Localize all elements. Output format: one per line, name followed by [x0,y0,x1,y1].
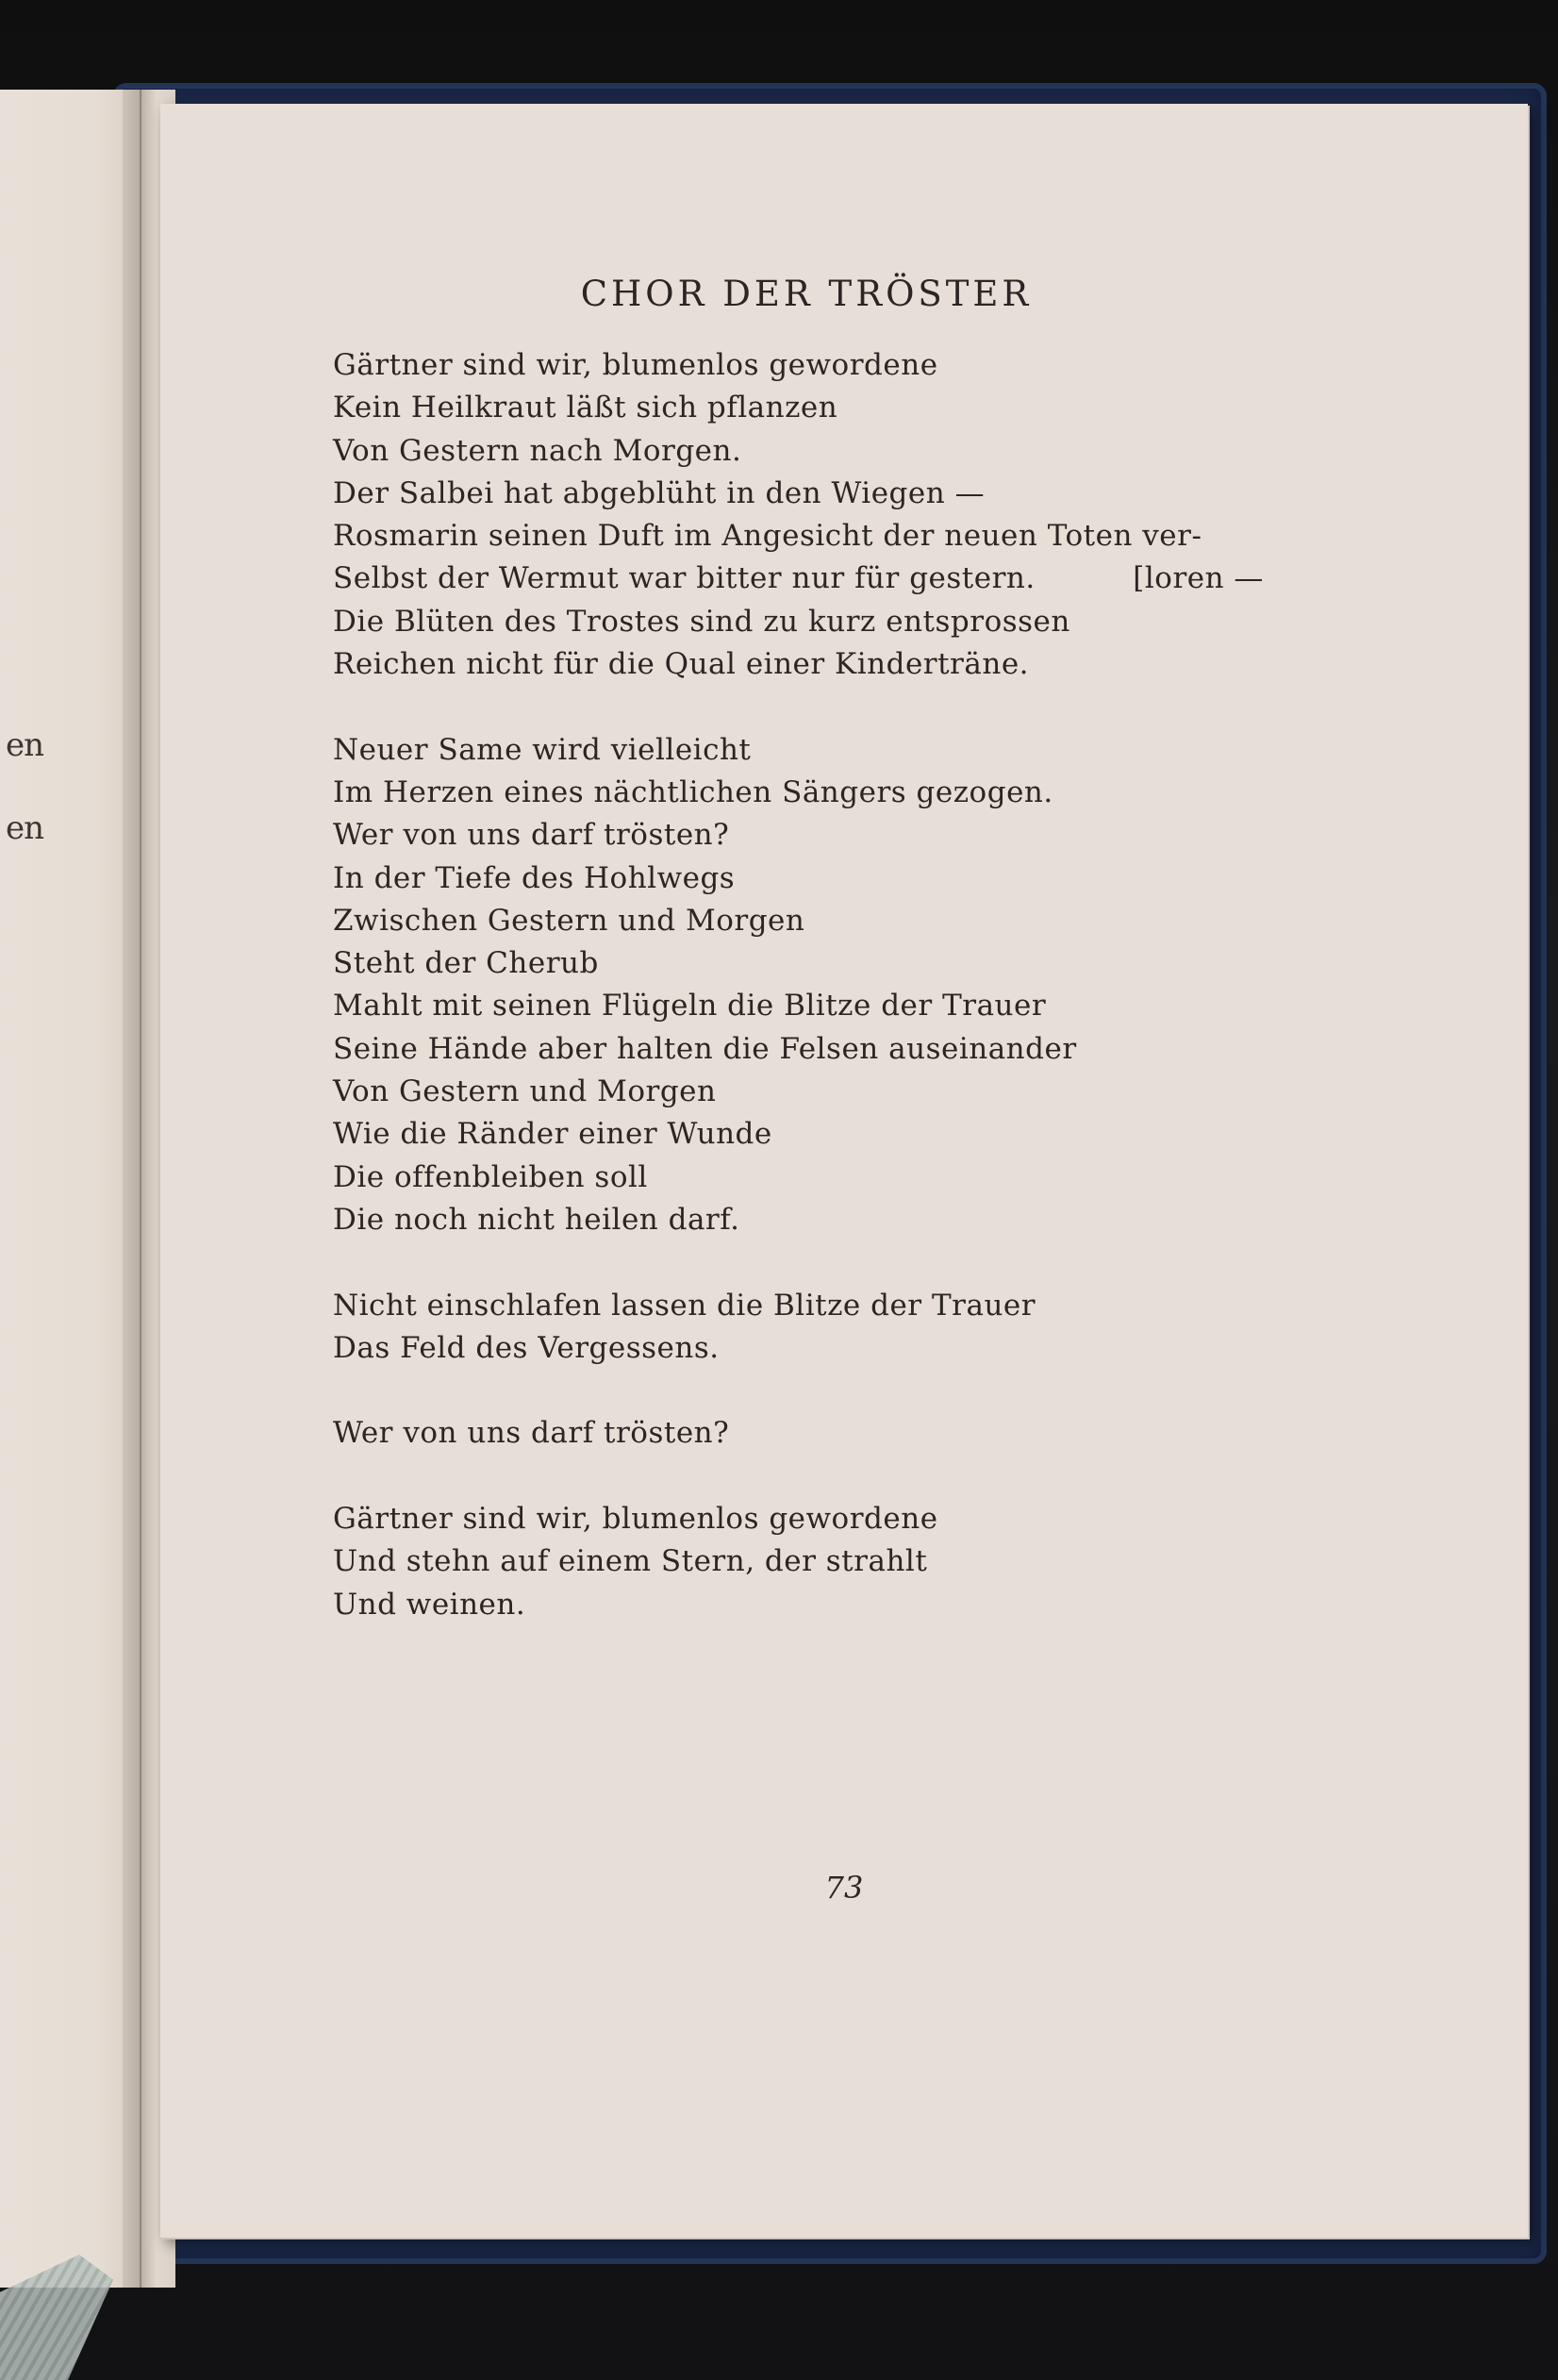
poem-line: Gärtner sind wir, blumenlos gewordene [333,1502,938,1537]
poem-line: Wer von uns darf trösten? [333,1416,730,1451]
poem-line: Mahlt mit seinen Flügeln die Blitze der Trauer [333,989,1047,1024]
poem-line: Die Blüten des Trostes sind zu kurz entsprossen [333,604,1070,639]
poem-line: Die offenbleiben soll [333,1159,648,1194]
poem-line: Nicht einschlafen lassen die Blitze der Trauer [333,1288,1036,1323]
poem-body [333,344,1264,1669]
poem-line: In der Tiefe des Hohlwegs [333,860,736,895]
poem-line: Wie die Ränder einer Wunde [333,1117,772,1152]
poem-line: Gärtner sind wir, blumenlos gewordene [333,348,938,382]
poem-line: Und stehn auf einem Stern, der strahlt [333,1544,928,1579]
poem-line: Steht der Cherub [333,946,599,981]
poem-line: Reichen nicht für die Qual einer Kinderträne. [333,647,1030,682]
poem-line: Und weinen. [333,1587,526,1622]
poem-line: Der Salbei hat abgeblüht in den Wiegen — [333,475,986,510]
poem-line: Seine Hände aber halten die Felsen auseinander [333,1031,1077,1066]
left-page-fragment: en [6,726,44,764]
left-facing-page [0,90,140,2288]
poem-line: Im Herzen eines nächtlichen Sängers gezogen. [333,774,1053,809]
stanza [333,1498,1264,1626]
poem-line: Selbst der Wermut war bitter nur für gestern. [loren — [333,561,1264,596]
poem-line: Zwischen Gestern und Morgen [333,903,805,938]
poem-line: Wer von uns darf trösten? [333,818,730,853]
page-number: 73 [824,1870,864,1906]
poem-line: Das Feld des Vergessens. [333,1330,720,1365]
poem-line: Kein Heilkraut läßt sich pflanzen [333,391,838,425]
stanza [333,729,1264,1242]
stanza [333,344,1264,686]
poem-title: CHOR DER TRÖSTER [580,274,1033,314]
right-page [160,104,1528,2238]
gutter-shadow [123,90,140,2288]
poem-line: Die noch nicht heilen darf. [333,1202,740,1237]
poem-line: Neuer Same wird vielleicht [333,732,752,767]
poem-line: Von Gestern und Morgen [333,1074,717,1109]
poem-line: Rosmarin seinen Duft im Angesicht der neuen Toten ver- [333,519,1202,554]
stanza [333,1285,1264,1371]
stanza [333,1412,1264,1455]
left-page-fragment: en [6,809,44,847]
poem-line: Von Gestern nach Morgen. [333,433,742,468]
